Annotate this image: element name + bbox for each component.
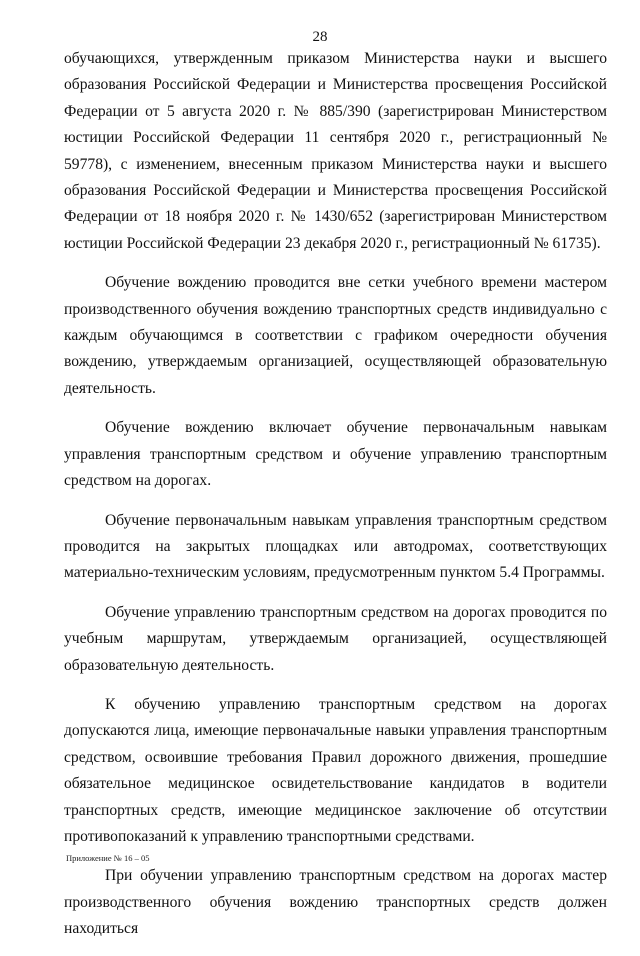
paragraph-6: К обучению управлению транспортным средством на дорогах допускаются лица, имеющие первоначальные навыки управления транспортным средством, освоившие требования Правил дорожного движения, прошедшие обязательное медицинское освидетельствование кандидатов в водители транспортных средств, имеющие медицинское заключение об отсутствии противопоказаний к управлению транспортными средствами.: [64, 695, 607, 845]
paragraph-4: Обучение первоначальным навыкам управления транспортным средством проводится на закрытых площадках или автодромах, соответствующих материально-техническим условиям, предусмотренным пунктом 5.4 Программы.: [64, 511, 607, 582]
paragraph-5: Обучение управлению транспортным средством на дорогах проводится по учебным маршрутам, утверждаемым организацией, осуществляющей образовательную деятельность.: [64, 603, 607, 674]
document-body: [64, 46, 607, 956]
paragraph-2: Обучение вождению проводится вне сетки учебного времени мастером производственного обучения вождению транспортных средств индивидуально с каждым обучающимся в соответствии с графиком очередности обучения вождению, утверждаемым организацией, осуществляющей образовательную деятельность.: [64, 274, 607, 397]
page-footer: Приложение № 16 – 05: [66, 853, 150, 863]
paragraph-3: Обучение вождению включает обучение первоначальным навыкам управления транспортным средством и обучение управлению транспортным средством на дорогах.: [64, 419, 607, 490]
page-number: 28: [312, 29, 328, 45]
paragraph-1: обучающихся, утвержденным приказом Министерства науки и высшего образования Российской Федерации и Министерства просвещения Российской Федерации от 5 августа 2020 г. № 885/390 (зарегистрирован Министерством юстиции Российской Федерации 11 сентября 2020 г., регистрационный № 59778), с изменением, внесенным приказом Министерства науки и высшего образования Российской Федерации и Министерства просвещения Российской Федерации от 18 ноября 2020 г. № 1430/652 (зарегистрирован Министерством юстиции Российской Федерации 23 декабря 2020 г., регистрационный № 61735).: [64, 50, 607, 252]
paragraph-7: При обучении управлению транспортным средством на дорогах мастер производственного обучения вождению транспортных средств должен находиться: [64, 867, 607, 938]
